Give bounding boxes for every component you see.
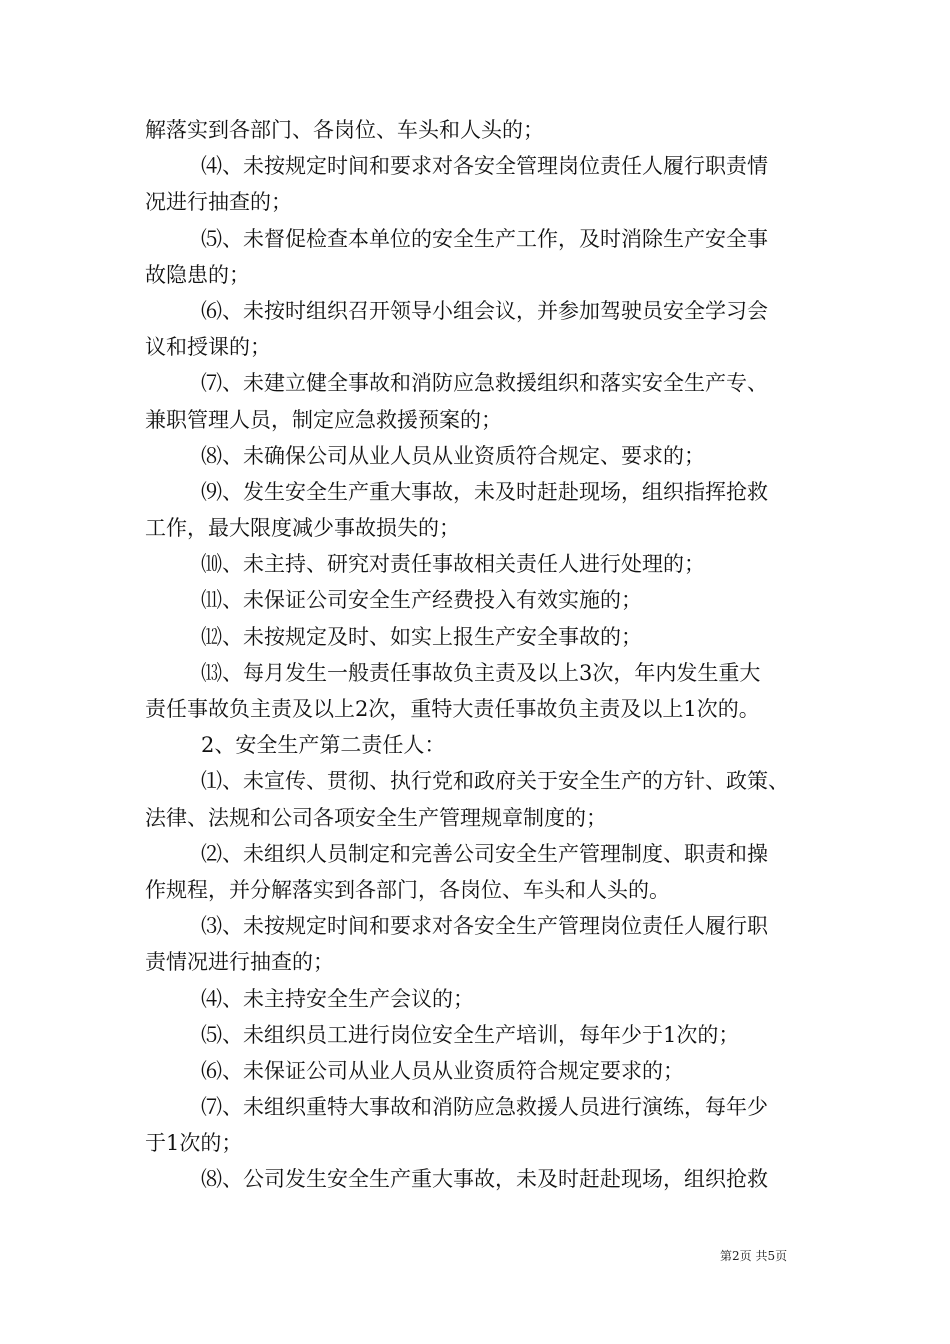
text-line: ⑷、未主持安全生产会议的； [201,986,474,1011]
text-line: ⑸、未督促检查本单位的安全生产工作，及时消除生产安全事 [201,226,768,251]
text-line: 议和授课的； [145,335,271,360]
text-line: 解落实到各部门、各岗位、车头和人头的； [145,118,544,142]
text-line: ⑺、未组织重特大事故和消防应急救援人员进行演练，每年少 [201,1095,768,1120]
text-line: ⑿、未按规定及时、如实上报生产安全事故的； [201,624,642,649]
text-line: ⑹、未按时组织召开领导小组会议，并参加驾驶员安全学习会 [201,298,768,323]
text-line: 责任事故负主责及以上2次，重特大责任事故负主责及以上1次的。 [145,697,760,721]
text-line: 2、安全生产第二责任人： [201,733,446,758]
text-line: ⒀、每月发生一般责任事故负主责及以上3次，年内发生重大 [201,660,761,685]
text-line: ⑽、未主持、研究对责任事故相关责任人进行处理的； [201,552,705,577]
text-line: 责情况进行抽查的； [145,950,334,975]
text-line: ⑻、未确保公司从业人员从业资质符合规定、要求的； [201,443,705,468]
text-line: ⑾、未保证公司安全生产经费投入有效实施的； [201,588,642,613]
text-line: ⑷、未按规定时间和要求对各安全管理岗位责任人履行职责情 [201,154,768,179]
text-line: ⑴、未宣传、贯彻、执行党和政府关于安全生产的方针、政策、 [201,769,789,794]
text-line: ⑺、未建立健全事故和消防应急救援组织和落实安全生产专、 [201,371,768,396]
text-line: 作规程，并分解落实到各部门，各岗位、车头和人头的。 [145,877,670,902]
text-line: ⑻、公司发生安全生产重大事故，未及时赶赴现场，组织抢救 [201,1167,768,1192]
text-line: ⑵、未组织人员制定和完善公司安全生产管理制度、职责和操 [201,841,768,866]
text-line: ⑹、未保证公司从业人员从业资质符合规定要求的； [201,1058,684,1083]
document-body [145,112,835,1198]
text-line: 况进行抽查的； [145,190,292,215]
text-line: ⑶、未按规定时间和要求对各安全生产管理岗位责任人履行职 [201,914,768,939]
text-line: 法律、法规和公司各项安全生产管理规章制度的； [145,805,607,830]
text-line: 于1次的； [145,1131,243,1156]
text-line: 兼职管理人员，制定应急救援预案的； [145,407,502,432]
text-line: ⑸、未组织员工进行岗位安全生产培训，每年少于1次的； [201,1022,740,1047]
page-number: 第2页 共5页 [720,1249,788,1263]
text-line: ⑼、发生安全生产重大事故，未及时赶赴现场，组织指挥抢救 [201,479,768,504]
text-line: 故隐患的； [145,262,250,287]
text-line: 工作，最大限度减少事故损失的； [145,516,460,541]
